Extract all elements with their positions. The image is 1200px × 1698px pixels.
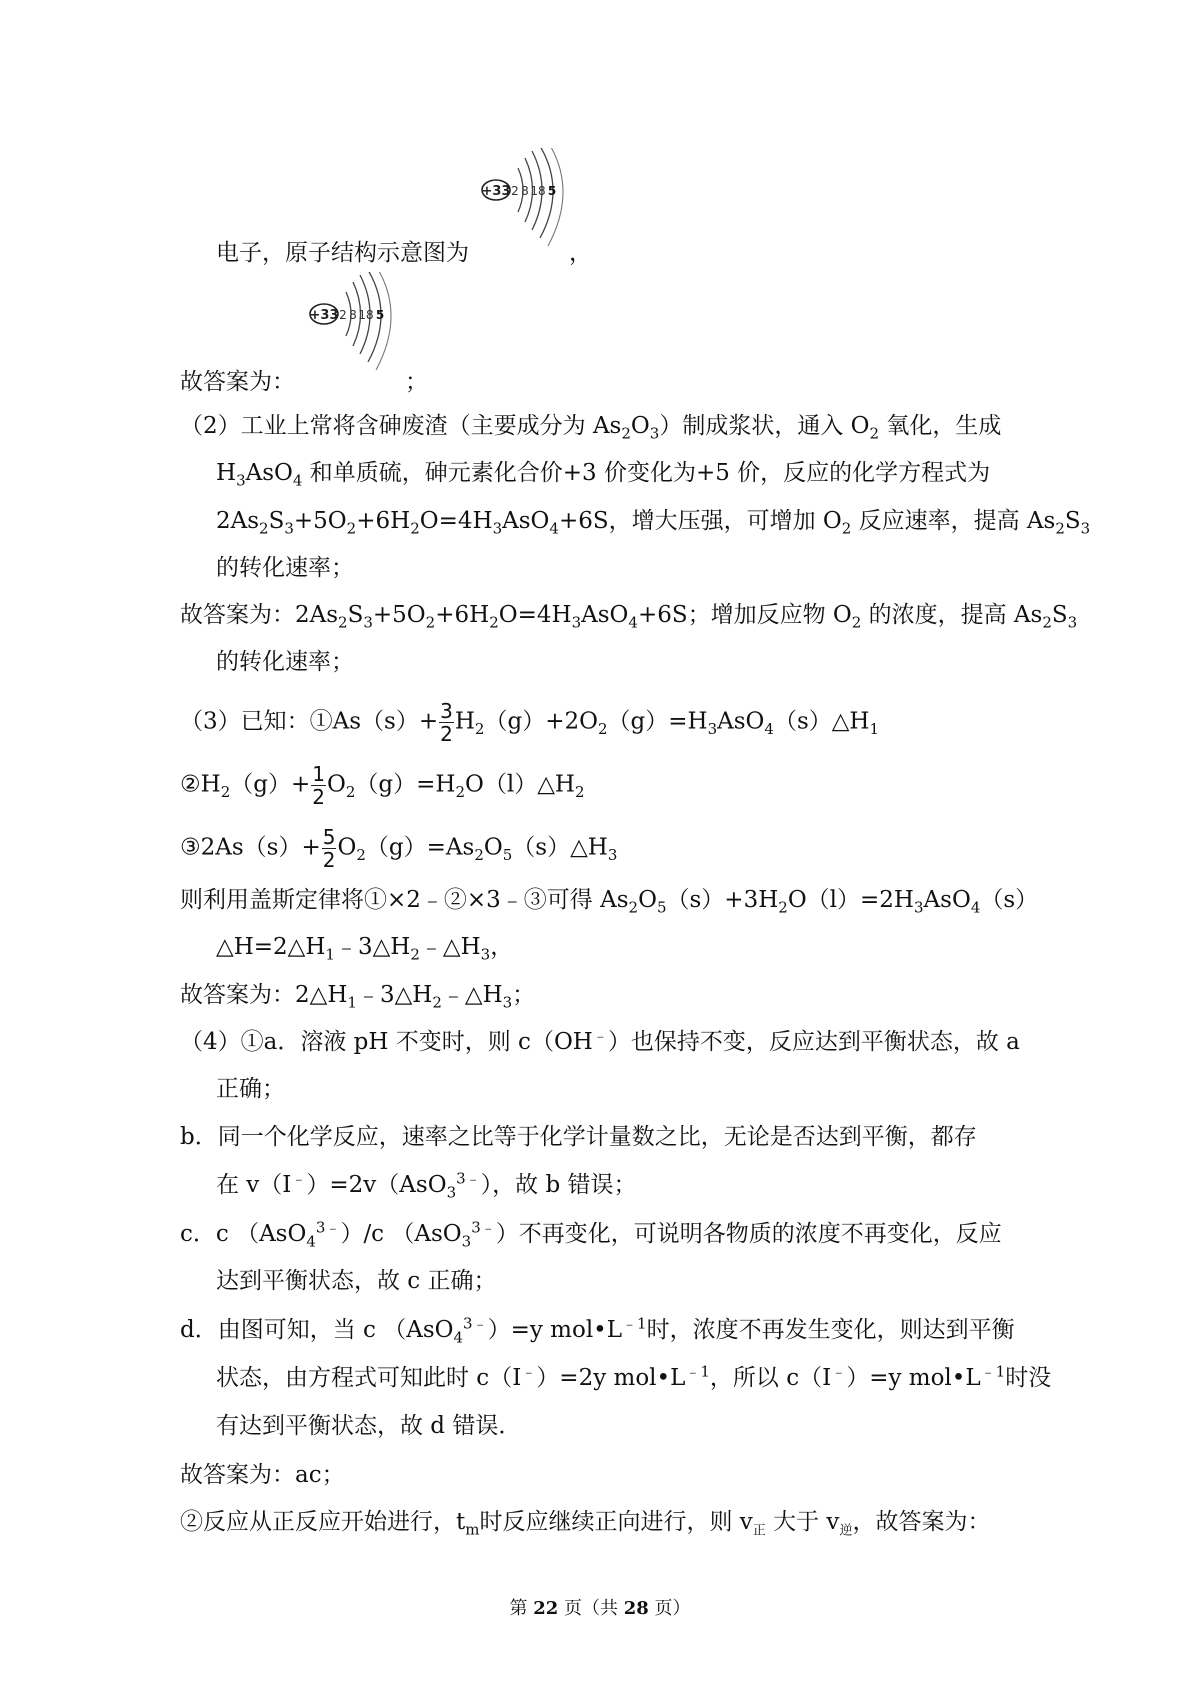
text: 反应速率，提高 As xyxy=(851,508,1056,534)
text: O（l）△H xyxy=(464,771,575,798)
subscript: 2 xyxy=(345,783,356,802)
subscript: 2 xyxy=(455,783,465,802)
text: AsO xyxy=(923,887,971,913)
text: （s）△H xyxy=(773,708,870,735)
q2-line-4 xyxy=(216,553,354,583)
superscript: 3﹣ xyxy=(463,1314,488,1333)
text: 的转化速率； xyxy=(216,555,354,581)
superscript: 3﹣ xyxy=(471,1218,496,1237)
text: 达到平衡状态，故 c 正确； xyxy=(216,1268,497,1294)
text: +5O xyxy=(293,508,347,534)
subscript: 3 xyxy=(707,720,718,739)
subscript: 2 xyxy=(259,519,269,538)
q4-answer xyxy=(180,1460,345,1490)
text: c．c （AsO xyxy=(180,1221,307,1247)
subscript: 2 xyxy=(869,424,880,443)
fraction-3-2 xyxy=(439,700,454,745)
text: AsO xyxy=(581,602,629,628)
a2-line-1 xyxy=(180,600,1077,630)
subscript: 4 xyxy=(306,1232,316,1251)
text: O xyxy=(483,834,503,861)
text: ）制成浆状，通入 O xyxy=(659,413,870,439)
subscript: 2 xyxy=(410,945,420,964)
text: 2 xyxy=(322,848,336,872)
text: 故答案为：2As xyxy=(180,602,339,628)
text: 故答案为：2△H xyxy=(180,982,348,1008)
q2-line-2 xyxy=(216,458,990,488)
text: +5O xyxy=(372,602,426,628)
superscript: ﹣ xyxy=(291,1169,307,1188)
subscript: 1 xyxy=(325,945,335,964)
subscript: 2 xyxy=(474,846,484,865)
text: （4）①a．溶液 pH 不变时，则 c（OH xyxy=(180,1029,593,1055)
text: ）也保持不变，反应达到平衡状态，故 a xyxy=(607,1029,1020,1055)
text: 3 xyxy=(440,699,453,723)
text: H xyxy=(216,460,237,486)
page-footer xyxy=(0,1597,1200,1621)
subscript: 2 xyxy=(778,898,788,917)
q2-line-3 xyxy=(216,506,1090,536)
text: O xyxy=(630,413,650,439)
subscript: 2 xyxy=(474,720,485,739)
text: 页（共 xyxy=(558,1598,624,1619)
fraction-1-2 xyxy=(311,763,326,808)
text: b．同一个化学反应，速率之比等于化学计量数之比，无论是否达到平衡，都存 xyxy=(180,1124,977,1150)
shell-1-electrons: 2 xyxy=(339,308,347,322)
subscript: 3 xyxy=(284,519,294,538)
answer-atom-diagram xyxy=(180,367,428,397)
fraction-5-2 xyxy=(322,826,337,871)
text: 2As xyxy=(216,508,260,534)
q4-line-2 xyxy=(216,1074,285,1104)
subscript: 2 xyxy=(410,519,420,538)
text: H xyxy=(454,708,475,735)
q4-part-2 xyxy=(180,1507,990,1537)
text: S xyxy=(347,602,364,628)
text: O xyxy=(337,834,357,861)
superscript: ﹣1 xyxy=(980,1362,1006,1381)
text: ②反应从正反应开始进行，t xyxy=(180,1509,466,1535)
paragraph-electron xyxy=(216,238,592,268)
text: S xyxy=(1064,508,1081,534)
total-pages: 28 xyxy=(623,1598,649,1619)
q3-hess-line-1 xyxy=(180,885,1038,915)
subscript: 逆 xyxy=(839,1523,853,1539)
atom-structure-diagram-answer xyxy=(306,272,406,382)
subscript: 2 xyxy=(1042,613,1052,632)
q4-c-line-2 xyxy=(216,1266,497,1296)
text: 2 xyxy=(312,785,325,809)
shell-1-electrons: 2 xyxy=(511,184,519,198)
atom-nucleus: +33 xyxy=(309,308,339,323)
superscript: ﹣ xyxy=(521,1362,537,1381)
text: O（l）=2H xyxy=(787,887,914,913)
subscript: 4 xyxy=(764,720,774,739)
text: AsO xyxy=(717,708,765,735)
text: 和单质硫，砷元素化合价+3 价变化为+5 价，反应的化学方程式为 xyxy=(302,460,991,486)
superscript: 3﹣ xyxy=(456,1169,481,1188)
text: （s） xyxy=(980,887,1039,913)
text: 故答案为：ac； xyxy=(180,1462,345,1488)
subscript: 2 xyxy=(425,613,436,632)
subscript: m xyxy=(465,1520,480,1539)
text: （s）△H xyxy=(512,834,608,861)
text: ﹣3△H xyxy=(334,934,411,960)
text: △H=2△H xyxy=(216,934,326,960)
q3-eq-3 xyxy=(180,826,617,871)
text: ，故答案为： xyxy=(852,1509,991,1535)
text: +6S，增大压强，可增加 O xyxy=(558,508,842,534)
text: O=4H xyxy=(419,508,493,534)
text: AsO xyxy=(502,508,550,534)
subscript: 3 xyxy=(1067,613,1078,632)
text: O=4H xyxy=(498,602,572,628)
text: 页） xyxy=(648,1598,691,1619)
text: ）/c （AsO xyxy=(340,1221,462,1247)
subscript: 2 xyxy=(851,613,862,632)
text: 在 v（I xyxy=(216,1172,292,1198)
text: O xyxy=(326,771,346,798)
subscript: 3 xyxy=(914,898,924,917)
text: S xyxy=(268,508,285,534)
subscript: 4 xyxy=(970,898,981,917)
text: 状态，由方程式可知此时 c（I xyxy=(216,1365,522,1391)
text: +6H xyxy=(435,602,490,628)
text: （g）=H xyxy=(607,708,708,735)
subscript: 2 xyxy=(432,993,442,1012)
q3-eq-2 xyxy=(180,763,585,808)
text: 1 xyxy=(312,762,325,786)
text: ， xyxy=(569,240,592,266)
subscript: 3 xyxy=(446,1183,457,1202)
text: 则利用盖斯定律将①×2﹣②×3﹣③可得 As xyxy=(180,887,629,913)
text: （g）=H xyxy=(355,771,456,798)
text: ， xyxy=(490,934,514,960)
subscript: 5 xyxy=(502,846,513,865)
text: ）=2y mol•L xyxy=(536,1365,686,1391)
subscript: 2 xyxy=(597,720,608,739)
text: 的浓度，提高 As xyxy=(861,602,1043,628)
superscript: ﹣1 xyxy=(622,1314,647,1333)
text: 2 xyxy=(440,722,453,746)
shell-4-electrons: 5 xyxy=(375,308,385,322)
text: 电子，原子结构示意图为 xyxy=(216,240,469,266)
q4-line-1 xyxy=(180,1027,1020,1057)
superscript: ﹣ xyxy=(831,1362,847,1381)
text: +6H xyxy=(356,508,411,534)
text: 大于 v xyxy=(765,1509,840,1535)
q3-eq-1 xyxy=(180,700,879,745)
subscript: 3 xyxy=(649,424,660,443)
subscript: 3 xyxy=(461,1232,472,1251)
subscript: 2 xyxy=(574,783,585,802)
q4-b-line-1 xyxy=(180,1122,977,1152)
atom-nucleus: +33 xyxy=(481,184,511,199)
subscript: 3 xyxy=(1080,519,1091,538)
subscript: 4 xyxy=(628,613,638,632)
subscript: 3 xyxy=(571,613,582,632)
text: ； xyxy=(405,369,428,395)
text: 时反应继续正向进行，则 v xyxy=(479,1509,753,1535)
q3-answer xyxy=(180,980,535,1010)
shell-2-electrons: 8 xyxy=(521,184,529,198)
text: O xyxy=(638,887,657,913)
arsenic-atom-icon xyxy=(306,272,406,382)
subscript: 5 xyxy=(656,898,667,917)
text: +6S；增加反应物 O xyxy=(637,602,852,628)
subscript: 3 xyxy=(480,945,491,964)
subscript: 2 xyxy=(841,519,852,538)
text: d．由图可知，当 c （AsO xyxy=(180,1317,454,1343)
shell-4-electrons: 5 xyxy=(547,184,557,198)
q3-hess-line-2 xyxy=(216,932,513,962)
subscript: 4 xyxy=(453,1328,464,1347)
q2-line-1 xyxy=(180,411,1001,441)
text: S xyxy=(1051,602,1068,628)
superscript: ﹣ xyxy=(592,1026,608,1045)
text: ②H xyxy=(180,771,221,798)
subscript: 4 xyxy=(549,519,559,538)
current-page-number: 22 xyxy=(533,1598,559,1619)
subscript: 4 xyxy=(292,471,303,490)
text: （g）+2O xyxy=(484,708,598,735)
subscript: 2 xyxy=(489,613,499,632)
text: 第 xyxy=(509,1598,534,1619)
text: ﹣3△H xyxy=(356,982,433,1008)
subscript: 2 xyxy=(220,783,231,802)
text: （s）+3H xyxy=(666,887,779,913)
subscript: 正 xyxy=(752,1523,766,1539)
text: ）=y mol•L xyxy=(846,1365,981,1391)
text: ； xyxy=(512,982,536,1008)
text: ，所以 c（I xyxy=(709,1365,832,1391)
text: 故答案为： xyxy=(180,369,295,395)
subscript: 2 xyxy=(628,898,639,917)
shell-3-electrons: 18 xyxy=(358,308,374,322)
subscript: 1 xyxy=(347,993,357,1012)
subscript: 3 xyxy=(502,993,513,1012)
text: 时没 xyxy=(1005,1365,1052,1391)
q4-b-line-2 xyxy=(216,1170,637,1200)
text: ）=2v（AsO xyxy=(306,1172,447,1198)
text: ），故 b 错误； xyxy=(480,1172,637,1198)
text: ）不再变化，可说明各物质的浓度不再变化，反应 xyxy=(495,1221,1002,1247)
text: 的转化速率； xyxy=(216,649,354,675)
text: 有达到平衡状态，故 d 错误． xyxy=(216,1413,522,1439)
text: ③2As（s）+ xyxy=(180,834,321,861)
subscript: 3 xyxy=(492,519,503,538)
text: （g）+ xyxy=(230,771,311,798)
text: ）=y mol•L xyxy=(487,1317,623,1343)
text: （3）已知：①As（s）+ xyxy=(180,708,439,735)
superscript: 3﹣ xyxy=(315,1218,341,1237)
q4-d-line-3 xyxy=(216,1411,521,1441)
a2-line-2 xyxy=(216,647,354,677)
subscript: 2 xyxy=(356,846,366,865)
subscript: 2 xyxy=(621,424,631,443)
text: （2）工业上常将含砷废渣（主要成分为 As xyxy=(180,413,622,439)
q4-c-line-1 xyxy=(180,1219,1002,1249)
text: AsO xyxy=(245,460,293,486)
text: 5 xyxy=(322,825,336,849)
text: （g）=As xyxy=(365,834,475,861)
text: 氧化，生成 xyxy=(879,413,1002,439)
q4-d-line-2 xyxy=(216,1363,1051,1393)
shell-3-electrons: 18 xyxy=(530,184,546,198)
text: 正确； xyxy=(216,1076,285,1102)
subscript: 3 xyxy=(363,613,373,632)
text: ﹣△H xyxy=(441,982,503,1008)
subscript: 1 xyxy=(869,720,880,739)
text: ﹣△H xyxy=(419,934,481,960)
q4-d-line-1 xyxy=(180,1315,1015,1345)
subscript: 2 xyxy=(338,613,348,632)
text: 时，浓度不再发生变化，则达到平衡 xyxy=(646,1317,1015,1343)
subscript: 2 xyxy=(1055,519,1065,538)
subscript: 3 xyxy=(607,846,618,865)
shell-2-electrons: 8 xyxy=(349,308,357,322)
superscript: ﹣1 xyxy=(685,1362,710,1381)
subscript: 2 xyxy=(346,519,357,538)
subscript: 3 xyxy=(236,471,246,490)
